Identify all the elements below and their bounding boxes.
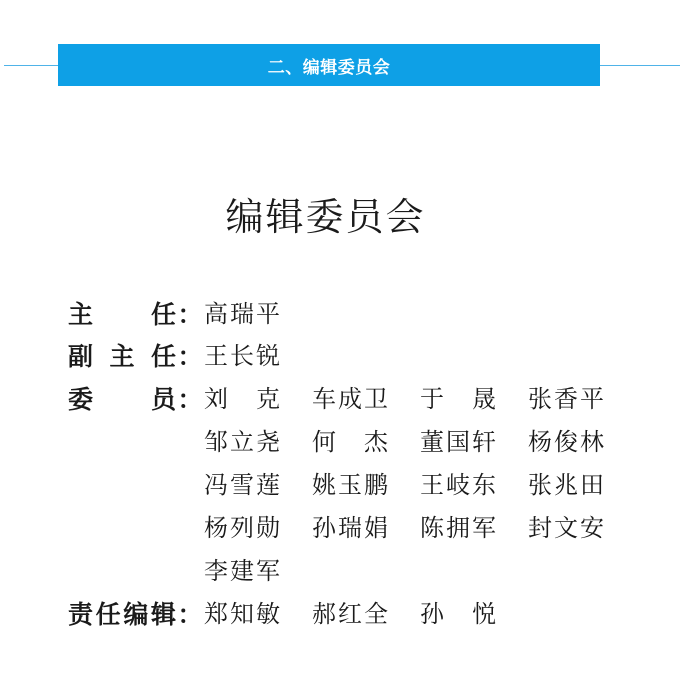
member-name: 孙 瑞 娟 xyxy=(312,514,388,542)
member-names xyxy=(204,344,312,368)
role-colon: ： xyxy=(177,341,203,371)
section-banner-label: 二、编辑委员会 xyxy=(267,57,391,78)
roster-row xyxy=(68,594,528,634)
member-name: 王 岐 东 xyxy=(420,471,496,499)
member-name: 杨 俊 林 xyxy=(528,428,604,456)
roster-row xyxy=(68,465,636,505)
roster-row xyxy=(68,379,636,419)
member-name: 刘 克 xyxy=(204,385,280,413)
member-names xyxy=(204,302,312,326)
member-name: 于 晟 xyxy=(420,385,496,413)
role-label: 主 任 xyxy=(68,299,176,329)
member-name: 陈 拥 军 xyxy=(420,514,496,542)
roster-row xyxy=(68,294,312,334)
roster-row xyxy=(68,551,312,591)
member-names xyxy=(204,559,312,583)
member-name: 高 瑞 平 xyxy=(204,300,280,328)
member-name: 邹 立 尧 xyxy=(204,428,280,456)
member-names xyxy=(204,473,636,497)
member-name: 郑 知 敏 xyxy=(204,600,280,628)
member-names xyxy=(204,387,636,411)
member-name: 姚 玉 鹏 xyxy=(312,471,388,499)
member-name: 何 杰 xyxy=(312,428,388,456)
page-title: 编辑委员会 xyxy=(225,195,426,239)
role-colon: ： xyxy=(177,299,203,329)
role-label: 责 任 编 辑 xyxy=(68,599,176,629)
roster-row xyxy=(68,422,636,462)
roster-row xyxy=(68,336,312,376)
member-name: 张 兆 田 xyxy=(528,471,604,499)
member-names xyxy=(204,430,636,454)
member-names xyxy=(204,516,636,540)
member-name: 封 文 安 xyxy=(528,514,604,542)
member-name: 冯 雪 莲 xyxy=(204,471,280,499)
section-banner xyxy=(58,44,600,86)
role-colon: ： xyxy=(177,599,203,629)
member-name: 郝 红 全 xyxy=(312,600,388,628)
member-name: 张 香 平 xyxy=(528,385,604,413)
member-name: 孙 悦 xyxy=(420,600,496,628)
section-rule-left xyxy=(4,65,60,66)
role-label: 委 员 xyxy=(68,384,176,414)
member-name: 车 成 卫 xyxy=(312,385,388,413)
section-rule-right xyxy=(598,65,680,66)
member-name: 李 建 军 xyxy=(204,557,280,585)
member-names xyxy=(204,602,528,626)
roster-row xyxy=(68,508,636,548)
role-label: 副 主 任 xyxy=(68,341,176,371)
member-name: 董 国 轩 xyxy=(420,428,496,456)
member-name: 王 长 锐 xyxy=(204,342,280,370)
role-colon: ： xyxy=(177,384,203,414)
member-name: 杨 列 勋 xyxy=(204,514,280,542)
